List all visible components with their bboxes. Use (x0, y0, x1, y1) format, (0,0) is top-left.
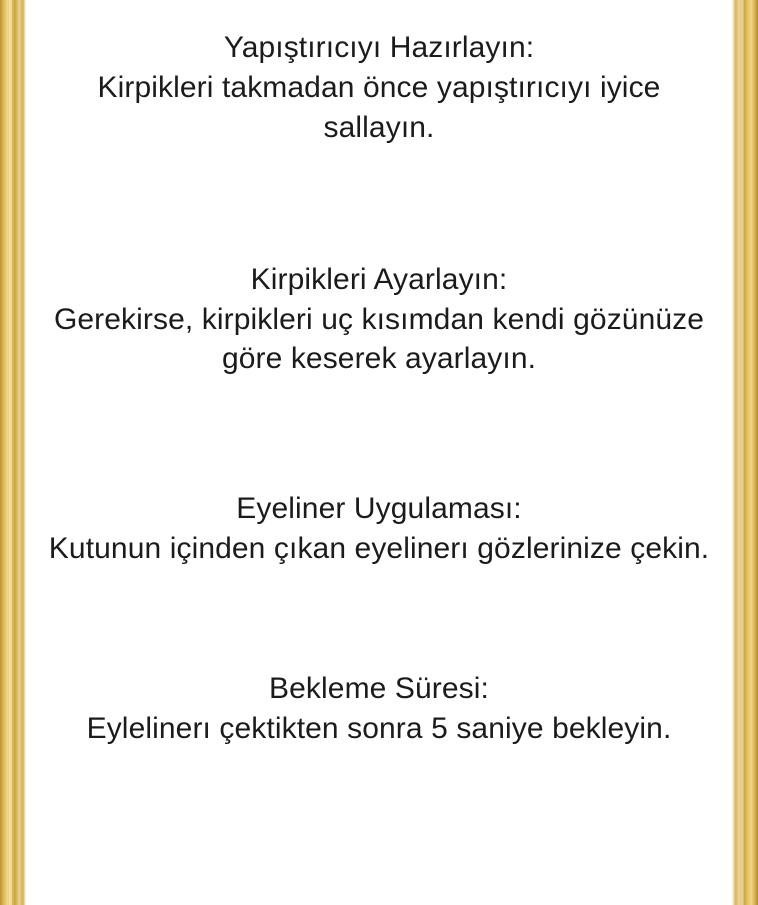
step-spacer-1 (34, 148, 724, 260)
instruction-step-3 (34, 489, 724, 569)
step-3-body: Kutunun içinden çıkan eyelinerı gözlerinize çekin. (48, 532, 710, 566)
gold-border-left (0, 0, 26, 905)
instruction-step-4 (34, 669, 724, 749)
step-2-body: Gerekirse, kirpikleri uç kısımdan kendi gözünüze göre keserek ayarlayın. (53, 302, 705, 376)
step-spacer-2 (34, 379, 724, 489)
instruction-step-1 (34, 28, 724, 148)
instruction-step-2 (34, 260, 724, 380)
step-4-body: Eylelinerı çektikten sonra 5 saniye bekleyin. (86, 712, 672, 746)
step-spacer-3 (34, 569, 724, 669)
instruction-list (26, 0, 732, 905)
step-2-heading: Kirpikleri Ayarlayın: (250, 262, 508, 296)
gold-border-right (732, 0, 758, 905)
step-4-heading: Bekleme Süresi: (269, 672, 489, 706)
step-1-body: Kirpikleri takmadan önce yapıştırıcıyı iyice sallayın. (97, 70, 661, 144)
step-3-heading: Eyeliner Uygulaması: (236, 492, 522, 526)
step-1-heading: Yapıştırıcıyı Hazırlayın: (223, 31, 535, 64)
